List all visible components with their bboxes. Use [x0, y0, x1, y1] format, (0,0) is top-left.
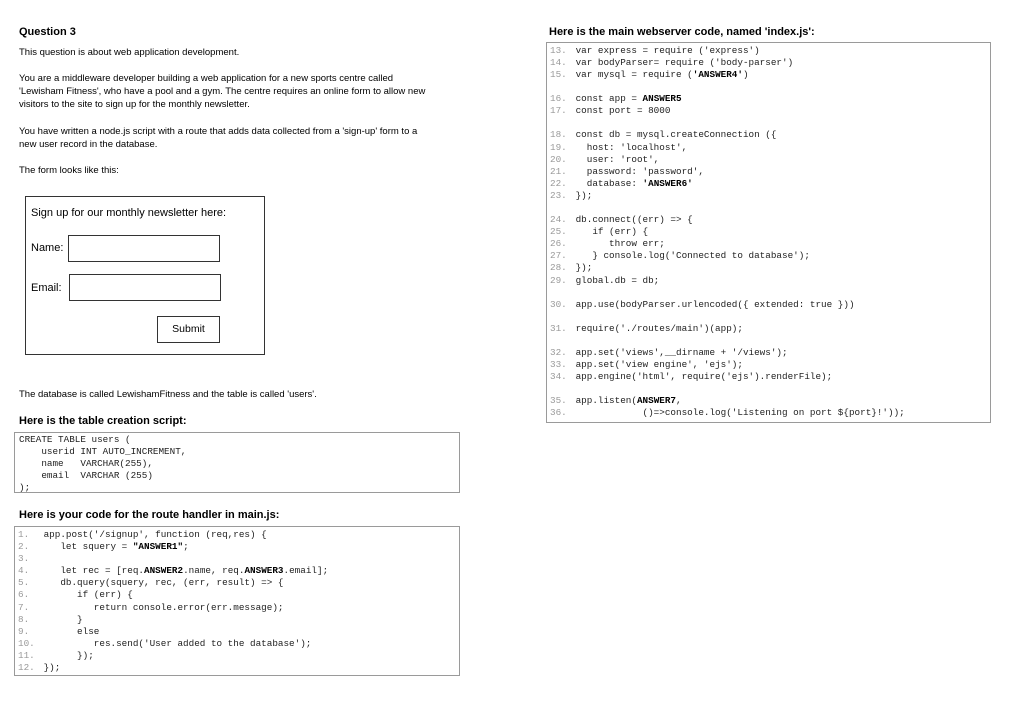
- code-line: [550, 129, 990, 141]
- code-text: const port = 8000: [570, 105, 671, 117]
- code-gap: [550, 117, 990, 129]
- code-text: ;: [183, 541, 189, 553]
- line-number: 24.: [550, 214, 567, 226]
- code-text: app.engine('html', require('ejs').renderFile);: [570, 370, 833, 382]
- code-line: [18, 638, 459, 650]
- form-intro: The form looks like this:: [19, 165, 119, 176]
- code-text: let squery =: [38, 541, 133, 553]
- line-number: 30.: [550, 298, 567, 310]
- line-number: 18.: [550, 129, 567, 141]
- code-text: return console.error(err.message);: [38, 601, 284, 613]
- code-text: const db = mysql.createConnection ({: [570, 129, 777, 141]
- code-line: [550, 359, 990, 371]
- answer-placeholder: 'ANSWER4': [692, 69, 743, 81]
- code-line: [18, 589, 459, 601]
- code-text: if (err) {: [38, 589, 133, 601]
- line-number: 26.: [550, 238, 567, 250]
- code-line: [18, 529, 459, 541]
- code-text: app.listen(: [570, 395, 637, 407]
- code-text: else: [38, 625, 100, 637]
- code-text: ,: [676, 395, 682, 407]
- line-number: 3.: [18, 553, 30, 565]
- code-line: [550, 262, 990, 274]
- name-input[interactable]: [68, 235, 220, 262]
- answer-placeholder: ANSWER2: [144, 565, 184, 577]
- code-text: db.query(squery, rec, (err, result) => {: [38, 577, 284, 589]
- code-line: name VARCHAR(255),: [19, 458, 153, 470]
- line-number: 4.: [18, 565, 30, 577]
- code-text: });: [38, 649, 94, 661]
- line-number: 20.: [550, 153, 567, 165]
- answer-placeholder: 'ANSWER6': [642, 177, 693, 189]
- code-text: password: 'password',: [570, 165, 704, 177]
- code-text: ()=>console.log('Listening on port ${port}!'));: [570, 407, 905, 419]
- code-text: db.connect((err) => {: [570, 214, 693, 226]
- code-line: email VARCHAR (255): [19, 470, 153, 482]
- code-text: app.post('/signup', function (req,res) {: [38, 529, 267, 540]
- answer-placeholder: ANSWER3: [244, 565, 284, 577]
- code-line: );: [19, 482, 31, 494]
- code-line: [550, 93, 990, 105]
- code-line: [18, 553, 459, 565]
- code-line: [18, 565, 459, 577]
- webserver-heading: Here is the main webserver code, named 'index.js':: [549, 26, 815, 38]
- code-line: [550, 226, 990, 238]
- code-line: [550, 323, 990, 335]
- line-number: 8.: [18, 613, 30, 625]
- line-number: 14.: [550, 57, 567, 69]
- code-text: }: [38, 613, 83, 625]
- line-number: 31.: [550, 322, 567, 334]
- code-text: host: 'localhost',: [570, 141, 688, 153]
- answer-placeholder: "ANSWER1": [132, 541, 184, 553]
- table-creation-code-block: [14, 432, 460, 493]
- line-number: 5.: [18, 577, 30, 589]
- code-line: [550, 142, 990, 154]
- code-line: userid INT AUTO_INCREMENT,: [19, 446, 187, 458]
- signup-form-mockup: [25, 196, 265, 355]
- code-gap: [550, 383, 990, 395]
- code-line: [18, 541, 459, 553]
- code-line: [550, 178, 990, 190]
- line-number: 25.: [550, 226, 567, 238]
- code-line: [550, 45, 990, 57]
- code-text: throw err;: [570, 238, 665, 250]
- code-line: [550, 69, 990, 81]
- line-number: 11.: [18, 649, 35, 661]
- line-number: 12.: [18, 662, 35, 674]
- code-text: var express = require ('express'): [570, 45, 760, 56]
- code-line: [550, 154, 990, 166]
- code-text: .name, req.: [183, 565, 245, 577]
- webserver-code: [547, 43, 990, 419]
- code-line: [18, 650, 459, 662]
- route-code: [15, 527, 459, 674]
- code-gap: [550, 287, 990, 299]
- line-number: 28.: [550, 262, 567, 274]
- line-number: 32.: [550, 346, 567, 358]
- code-text: require('./routes/main')(app);: [570, 322, 743, 334]
- answer-placeholder: ANSWER5: [642, 93, 682, 105]
- code-gap: [550, 311, 990, 323]
- line-number: 2.: [18, 541, 30, 553]
- question-intro: This question is about web application development.: [19, 47, 240, 58]
- line-number: 21.: [550, 165, 567, 177]
- database-description: The database is called LewishamFitness and the table is called 'users'.: [19, 389, 317, 400]
- code-gap: [550, 335, 990, 347]
- code-line: [550, 214, 990, 226]
- code-line: [550, 407, 990, 419]
- line-number: 17.: [550, 105, 567, 117]
- code-line: [550, 395, 990, 407]
- code-line: [550, 166, 990, 178]
- code-line: [550, 371, 990, 383]
- code-text: app.set('view engine', 'ejs');: [570, 358, 743, 370]
- line-number: 34.: [550, 370, 567, 382]
- line-number: 35.: [550, 395, 567, 407]
- code-line: [550, 275, 990, 287]
- line-number: 6.: [18, 589, 30, 601]
- code-text: var mysql = require (: [570, 69, 693, 81]
- code-text: });: [570, 189, 593, 201]
- line-number: 7.: [18, 601, 30, 613]
- line-number: 16.: [550, 93, 567, 105]
- line-number: 9.: [18, 625, 30, 637]
- route-handler-heading: Here is your code for the route handler in main.js:: [19, 509, 280, 521]
- code-text: } console.log('Connected to database');: [570, 250, 810, 262]
- line-number: 13.: [550, 45, 567, 56]
- code-line: [550, 190, 990, 202]
- code-text: res.send('User added to the database');: [38, 637, 312, 649]
- code-text: database:: [570, 177, 643, 189]
- code-text: if (err) {: [570, 226, 649, 238]
- code-line: [550, 347, 990, 359]
- email-input[interactable]: [69, 274, 221, 301]
- submit-button[interactable]: Submit: [157, 316, 220, 343]
- name-label: Name:: [31, 242, 64, 254]
- code-line: [550, 105, 990, 117]
- scenario-text: You are a middleware developer building a web application for a new sports centre called 'Lewisham Fitness', who have a pool and a gym. The centre requires an online form to allow new visitors to the site to sign up for the monthly newsletter.: [19, 73, 426, 110]
- code-text: ): [742, 69, 749, 81]
- code-line: [550, 299, 990, 311]
- code-text: user: 'root',: [570, 153, 660, 165]
- code-line: [550, 250, 990, 262]
- line-number: 1.: [18, 529, 30, 540]
- code-line: [18, 614, 459, 626]
- code-text: app.use(bodyParser.urlencoded({ extended: true })): [570, 298, 855, 310]
- answer-placeholder: ANSWER7: [636, 395, 677, 407]
- line-number: 22.: [550, 177, 567, 189]
- line-number: 36.: [550, 407, 567, 419]
- code-line: [18, 602, 459, 614]
- email-label: Email:: [31, 282, 62, 294]
- line-number: 10.: [18, 637, 35, 649]
- code-line: [18, 577, 459, 589]
- line-number: 27.: [550, 250, 567, 262]
- code-text: .email];: [283, 565, 329, 577]
- code-line: [18, 626, 459, 638]
- code-text: let rec = [req.: [38, 565, 145, 577]
- code-text: const app =: [570, 93, 643, 105]
- code-line: CREATE TABLE users (: [19, 434, 131, 445]
- code-text: app.set('views',__dirname + '/views');: [570, 346, 788, 358]
- line-number: 29.: [550, 274, 567, 286]
- code-line: [550, 238, 990, 250]
- route-handler-code-block: [14, 526, 460, 676]
- code-text: var bodyParser= require ('body-parser'): [570, 57, 794, 69]
- form-title: Sign up for our monthly newsletter here:: [31, 207, 227, 219]
- code-gap: [550, 81, 990, 93]
- line-number: 33.: [550, 358, 567, 370]
- code-text: global.db = db;: [570, 274, 660, 286]
- code-gap: [550, 202, 990, 214]
- webserver-code-block: [546, 42, 991, 423]
- script-description: You have written a node.js script with a route that adds data collected from a 'sign-up' form to a new user record in the database.: [19, 126, 418, 150]
- table-script-heading: Here is the table creation script:: [19, 415, 187, 427]
- line-number: 19.: [550, 141, 567, 153]
- question-title: Question 3: [19, 26, 76, 38]
- code-text: });: [570, 262, 593, 274]
- table-code: [15, 433, 459, 494]
- line-number: 15.: [550, 69, 567, 81]
- code-line: [550, 57, 990, 69]
- line-number: 23.: [550, 189, 567, 201]
- code-line: [18, 662, 459, 674]
- code-text: });: [38, 662, 61, 674]
